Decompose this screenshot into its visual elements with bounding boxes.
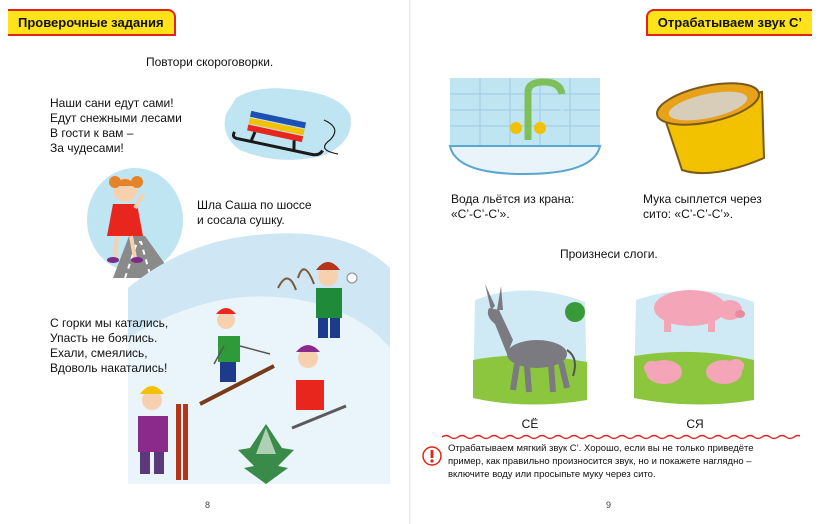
- parent-note: [448, 442, 798, 481]
- verse1-line3: В гости к вам –: [50, 126, 134, 140]
- verse2-line2: и сосала сушку.: [197, 213, 285, 227]
- sieve-caption-line2: сито: «С’-С’-С’».: [643, 207, 734, 221]
- pigs-illustration: [630, 280, 758, 410]
- tap-caption-line1: Вода льётся из крана:: [451, 192, 575, 206]
- section-tab-right: Отрабатываем звук С’: [646, 9, 812, 36]
- sieve-illustration: [652, 80, 774, 180]
- page-number-left: 8: [205, 500, 211, 510]
- verse1-line2: Едут снежными лесами: [50, 111, 182, 125]
- syllable-sya: СЯ: [686, 417, 704, 431]
- note-line2: пример, как правильно произносится звук, но и покажете наглядно –: [448, 456, 752, 467]
- note-divider: [442, 434, 800, 440]
- tap-caption-line2: «С’-С’-С’».: [451, 207, 510, 221]
- verse1-line4: За чудесами!: [50, 141, 124, 155]
- verse1-line1: Наши сани едут сами!: [50, 96, 174, 110]
- sieve-caption-line1: Мука сыплется через: [643, 192, 762, 206]
- note-line1: Отрабатываем мягкий звук С’. Хорошо, если вы не только приведёте: [448, 443, 754, 454]
- syllables-heading: Произнеси слоги.: [560, 247, 658, 261]
- sled-illustration: [218, 84, 356, 166]
- exclamation-icon: [422, 446, 442, 466]
- tongue-twister-heading: Повтори скороговорки.: [146, 55, 274, 69]
- syllable-se: СЁ: [521, 417, 539, 431]
- donkey-illustration: [467, 280, 593, 410]
- tap-illustration: [444, 74, 604, 178]
- verse3-line1: С горки мы катались,: [50, 316, 169, 330]
- verse3-line2: Упасть не боялись.: [50, 331, 158, 345]
- section-tab-left: Проверочные задания: [8, 9, 176, 36]
- verse3-line4: Вдоволь накатались!: [50, 361, 168, 375]
- right-page: [410, 0, 820, 524]
- page-number-right: 9: [606, 500, 612, 510]
- winter-hill-illustration: [128, 228, 390, 484]
- note-line3: включите воду или просыпьте муку через сито.: [448, 469, 656, 480]
- verse3-line3: Ехали, смеялись,: [50, 346, 148, 360]
- verse2-line1: Шла Саша по шоссе: [197, 198, 312, 212]
